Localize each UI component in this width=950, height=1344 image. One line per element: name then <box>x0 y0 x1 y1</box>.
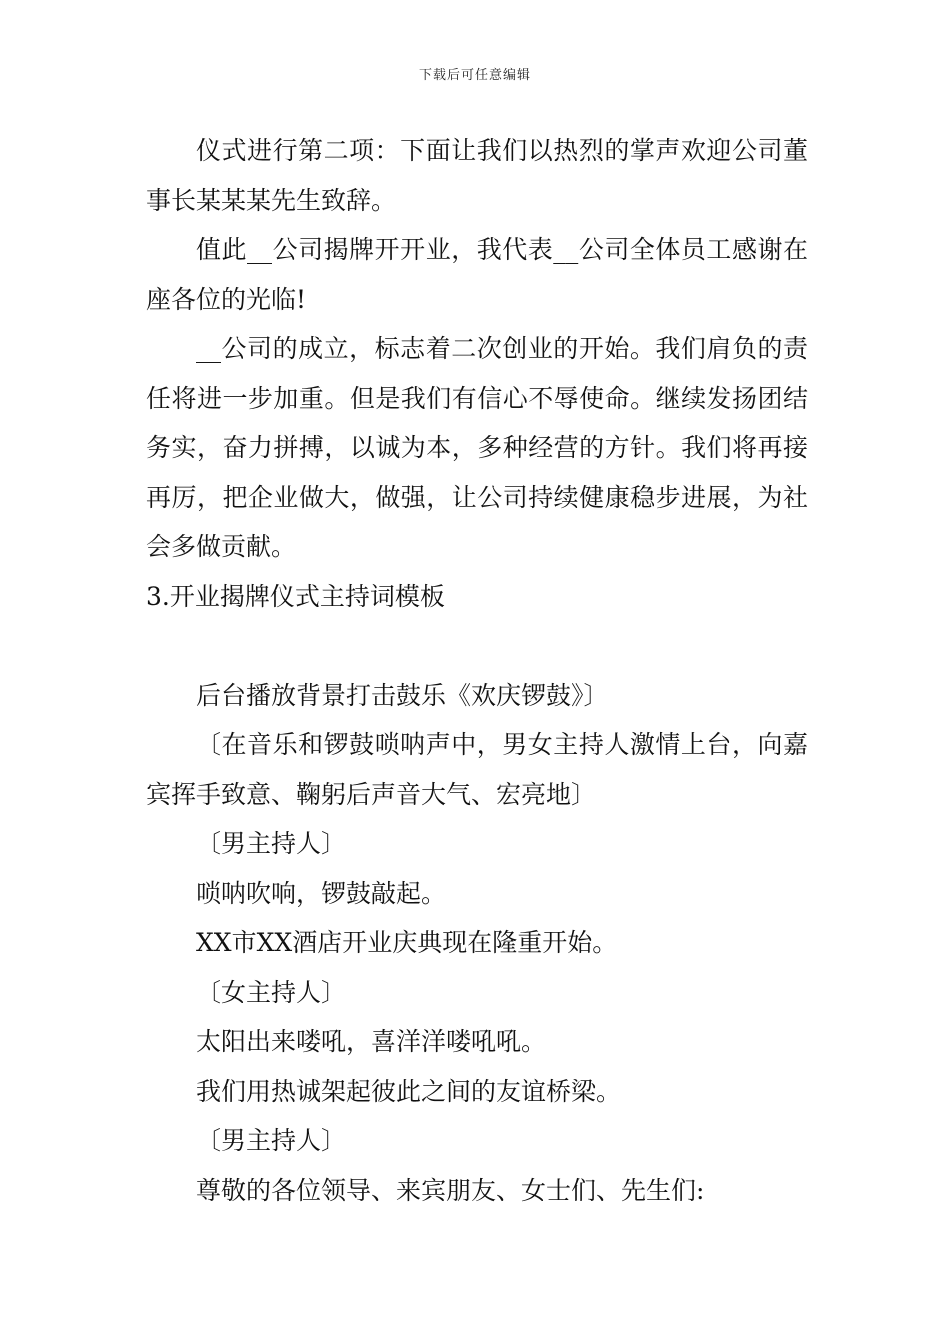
paragraph-company-founding: __公司的成立，标志着二次创业的开始。我们肩负的责任将进一步加重。但是我们有信心不辱使命。继续发扬团结务实，奋力拼搏，以诚为本，多种经营的方针。我们将再接再厉，把企业做大，做强，让公司持续健康稳步进展，为社会多做贡献。 <box>146 334 808 561</box>
paragraph-ceremony-item-two: 仪式进行第二项：下面让我们以热烈的掌声欢迎公司董事长某某某先生致辞。 <box>146 136 808 215</box>
line-male-host-2: XX市XX酒店开业庆典现在隆重开始。 <box>196 928 618 957</box>
line-male-host-greeting: 尊敬的各位领导、来宾朋友、女士们、先生们: <box>196 1175 705 1205</box>
document-body <box>146 126 808 1215</box>
line-male-host-1: 唢呐吹响，锣鼓敲起。 <box>196 878 447 908</box>
line-female-host-2: 我们用热诚架起彼此之间的友谊桥梁。 <box>196 1076 622 1106</box>
speaker-label-male-host: 〔男主持人〕 <box>196 829 347 858</box>
paragraph-stage-direction: 〔在音乐和锣鼓唢呐声中，男女主持人激情上台，向嘉宾挥手致意、鞠躬后声音大气、宏亮地〕 <box>146 730 808 809</box>
section-heading: 3.开业揭牌仪式主持词模板 <box>146 581 445 611</box>
paragraph-background-music: 后台播放背景打击鼓乐《欢庆锣鼓》〕 <box>196 680 609 710</box>
page-header: 下载后可任意编辑 <box>418 68 531 83</box>
speaker-label-female-host: 〔女主持人〕 <box>196 977 347 1007</box>
blank-line <box>146 621 808 671</box>
paragraph-welcome-thanks: 值此__公司揭牌开开业，我代表__公司全体员工感谢在座各位的光临! <box>146 235 808 314</box>
line-female-host-1: 太阳出来喽吼，喜洋洋喽吼吼。 <box>196 1027 547 1056</box>
speaker-label-male-host-2: 〔男主持人〕 <box>196 1126 347 1155</box>
